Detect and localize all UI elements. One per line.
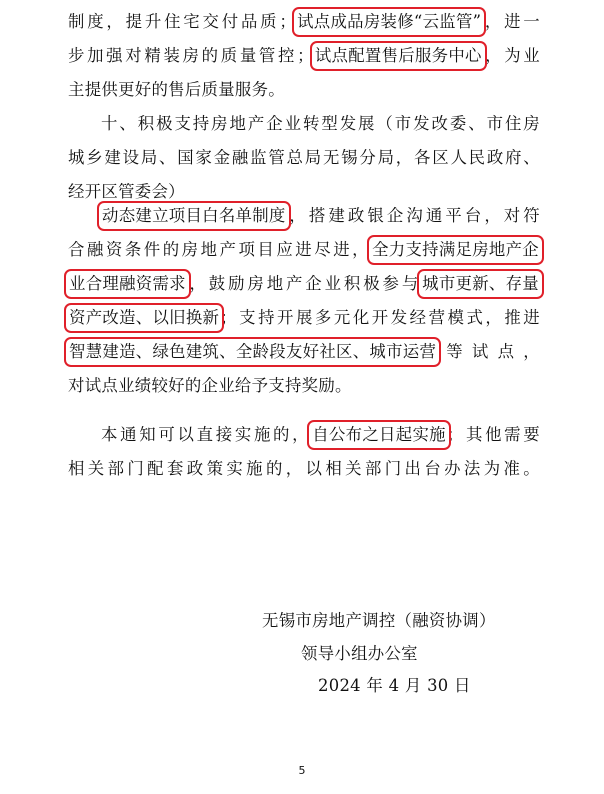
paragraph-housing-quality — [68, 5, 540, 107]
paragraph-implementation — [68, 418, 540, 486]
highlight-box: 动态建立项目白名单制度 — [102, 206, 286, 225]
text-line: 步加强对精装房的质量管控；试点配置售后服务中心，为业 — [68, 46, 540, 65]
highlight-box: 试点配置售后服务中心 — [314, 46, 482, 65]
text-line: 智慧建造、绿色建筑、全龄段友好社区、城市运营等试点， — [69, 342, 540, 361]
signature-org-line2: 领导小组办公室 — [301, 644, 418, 663]
text-line: 对试点业绩较好的企业给予支持奖励。 — [68, 376, 352, 395]
text-line: 相关部门配套政策实施的，以相关部门出台办法为准。 — [68, 459, 540, 478]
section-heading-ten — [68, 107, 540, 209]
highlight-box: 试点成品房装修“云监管” — [297, 12, 482, 31]
highlight-box: 智慧建造、绿色建筑、全龄段友好社区、城市运营 — [69, 342, 437, 361]
page-number: 5 — [298, 764, 306, 777]
text-line: 动态建立项目白名单制度，搭建政银企沟通平台，对符 — [102, 206, 540, 225]
text-line: 合融资条件的房地产项目应进尽进，全力支持满足房地产企 — [68, 240, 539, 259]
text-line: 经开区管委会） — [68, 182, 185, 201]
text-line: 制度，提升住宅交付品质；试点成品房装修“云监管”，进一 — [68, 12, 540, 31]
text-line: 十、积极支持房地产企业转型发展（市发改委、市住房 — [101, 114, 540, 133]
highlight-box: 全力支持满足房地产企 — [372, 240, 539, 259]
signature-org-line1: 无锡市房地产调控（融资协调） — [262, 611, 496, 630]
text-line: 本通知可以直接实施的，自公布之日起实施；其他需要 — [101, 425, 540, 444]
highlight-box: 自公布之日起实施 — [312, 425, 446, 444]
text-line: 城乡建设局、国家金融监管总局无锡分局，各区人民政府、 — [68, 148, 540, 167]
text-line: 资产改造、以旧换新；支持开展多元化开发经营模式，推进 — [69, 308, 540, 327]
highlight-box: 业合理融资需求 — [69, 274, 186, 293]
text-line: 主提供更好的售后质量服务。 — [68, 80, 285, 99]
text-line: 业合理融资需求，鼓励房地产企业积极参与城市更新、存量 — [69, 274, 539, 293]
signature-date: 2024 年 4 月 30 日 — [318, 676, 471, 695]
highlight-box: 资产改造、以旧换新 — [69, 308, 220, 327]
highlight-box: 城市更新、存量 — [422, 274, 539, 293]
paragraph-enterprise-support — [68, 199, 540, 403]
